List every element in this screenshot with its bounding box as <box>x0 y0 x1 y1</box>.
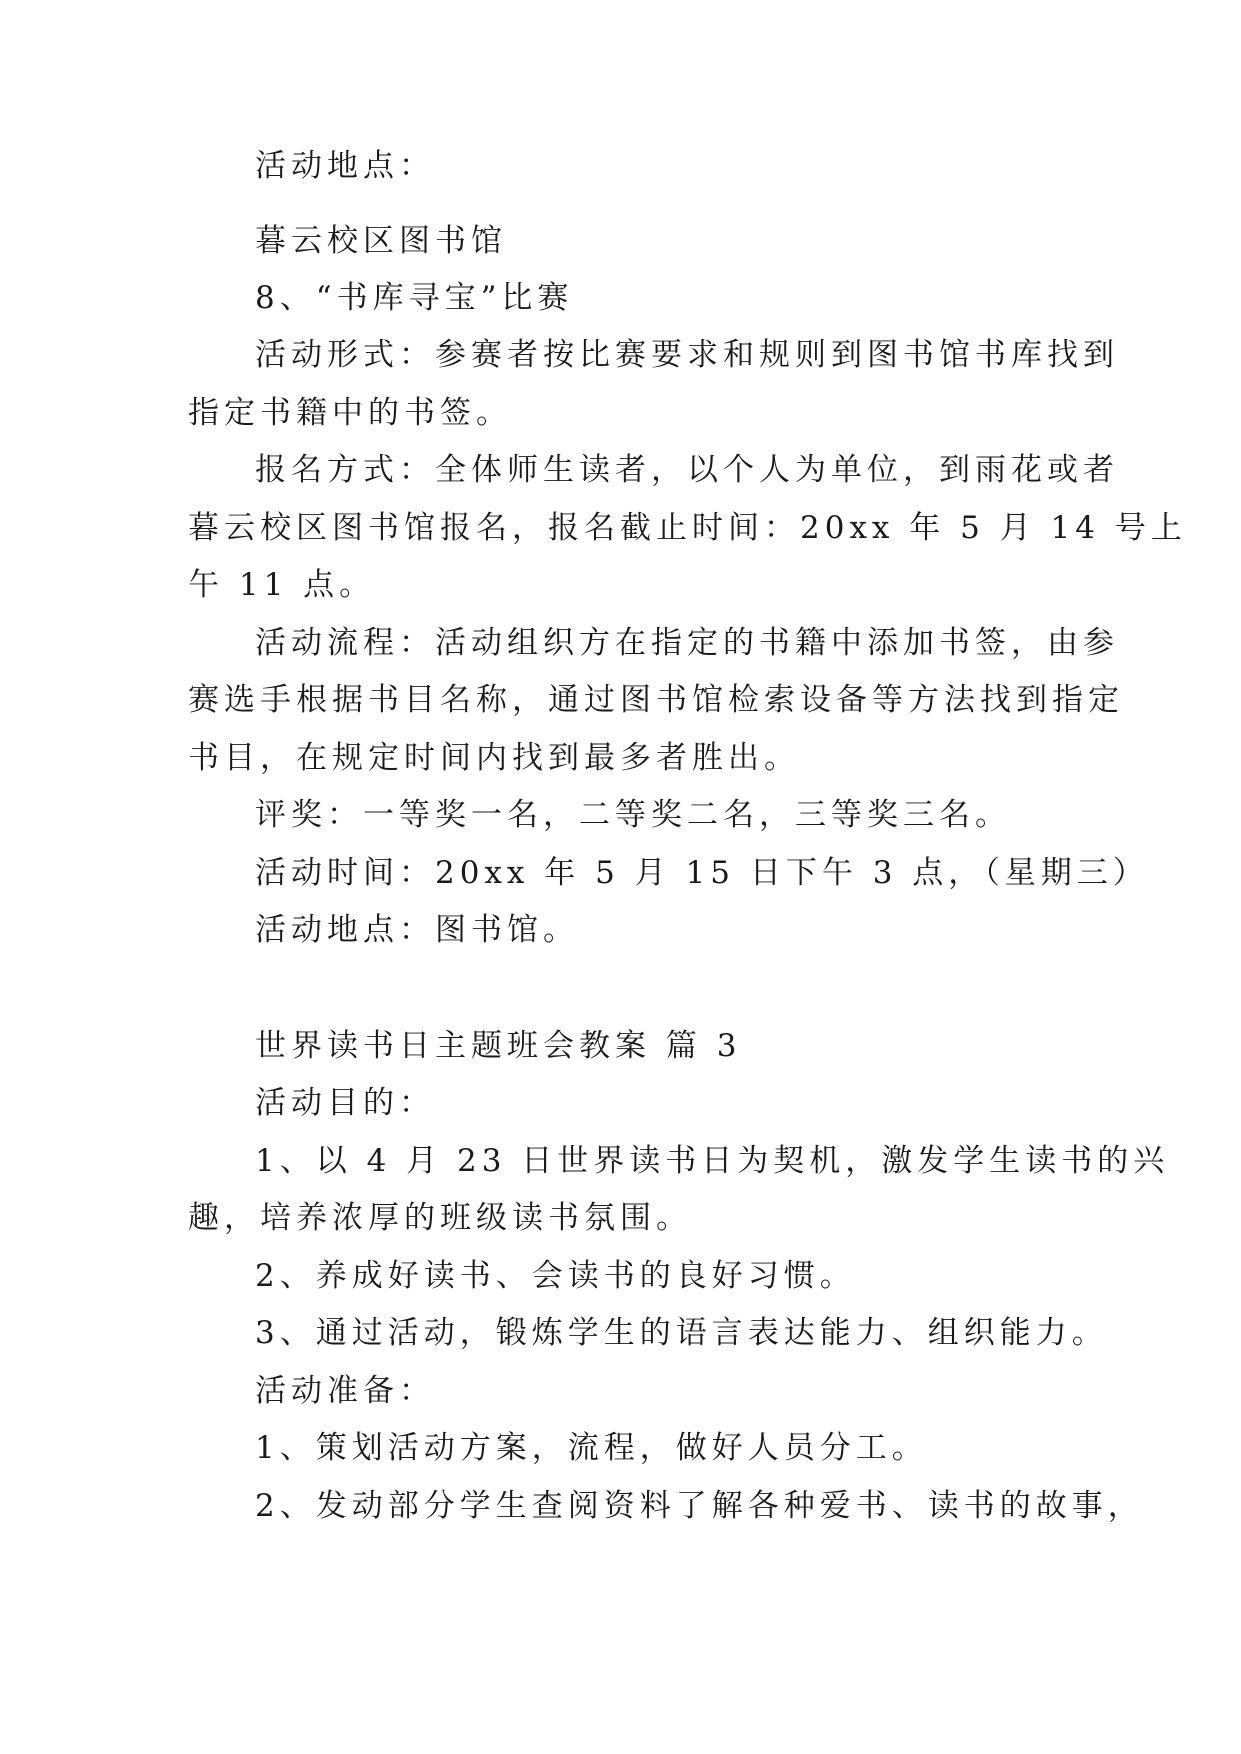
text-line: 活动流程：活动组织方在指定的书籍中添加书签，由参 <box>255 625 1119 661</box>
text-line: 午 11 点。 <box>188 567 376 603</box>
text-line: 赛选手根据书目名称，通过图书馆检索设备等方法找到指定 <box>188 682 1124 718</box>
text-line: 活动地点：图书馆。 <box>255 912 579 948</box>
text-line: 1、策划活动方案，流程，做好人员分工。 <box>255 1430 928 1466</box>
text-line: 活动形式：参赛者按比赛要求和规则到图书馆书库找到 <box>255 337 1119 373</box>
text-line: 评奖：一等奖一名，二等奖二名，三等奖三名。 <box>255 797 1011 833</box>
text-line: 活动地点： <box>255 148 435 184</box>
text-line: 暮云校区图书馆报名，报名截止时间：20xx 年 5 月 14 号上 <box>188 510 1187 546</box>
text-line: 报名方式：全体师生读者，以个人为单位，到雨花或者 <box>255 452 1119 488</box>
text-line: 活动目的： <box>255 1085 435 1121</box>
text-line: 指定书籍中的书签。 <box>188 395 512 431</box>
text-line: 1、以 4 月 23 日世界读书日为契机，激发学生读书的兴 <box>255 1143 1170 1179</box>
section-heading: 8、“书库寻宝”比赛 <box>255 280 574 316</box>
text-line: 2、发动部分学生查阅资料了解各种爱书、读书的故事， <box>255 1488 1144 1524</box>
text-line: 3、通过活动，锻炼学生的语言表达能力、组织能力。 <box>255 1315 1108 1351</box>
text-line: 活动准备： <box>255 1373 435 1409</box>
section-title: 世界读书日主题班会教案 篇 3 <box>255 1028 742 1064</box>
text-line: 活动时间：20xx 年 5 月 15 日下午 3 点，（星期三） <box>255 855 1149 891</box>
text-line: 趣，培养浓厚的班级读书氛围。 <box>188 1200 692 1236</box>
text-line: 书目，在规定时间内找到最多者胜出。 <box>188 740 800 776</box>
text-line: 2、养成好读书、会读书的良好习惯。 <box>255 1258 856 1294</box>
text-line: 暮云校区图书馆 <box>255 223 507 259</box>
